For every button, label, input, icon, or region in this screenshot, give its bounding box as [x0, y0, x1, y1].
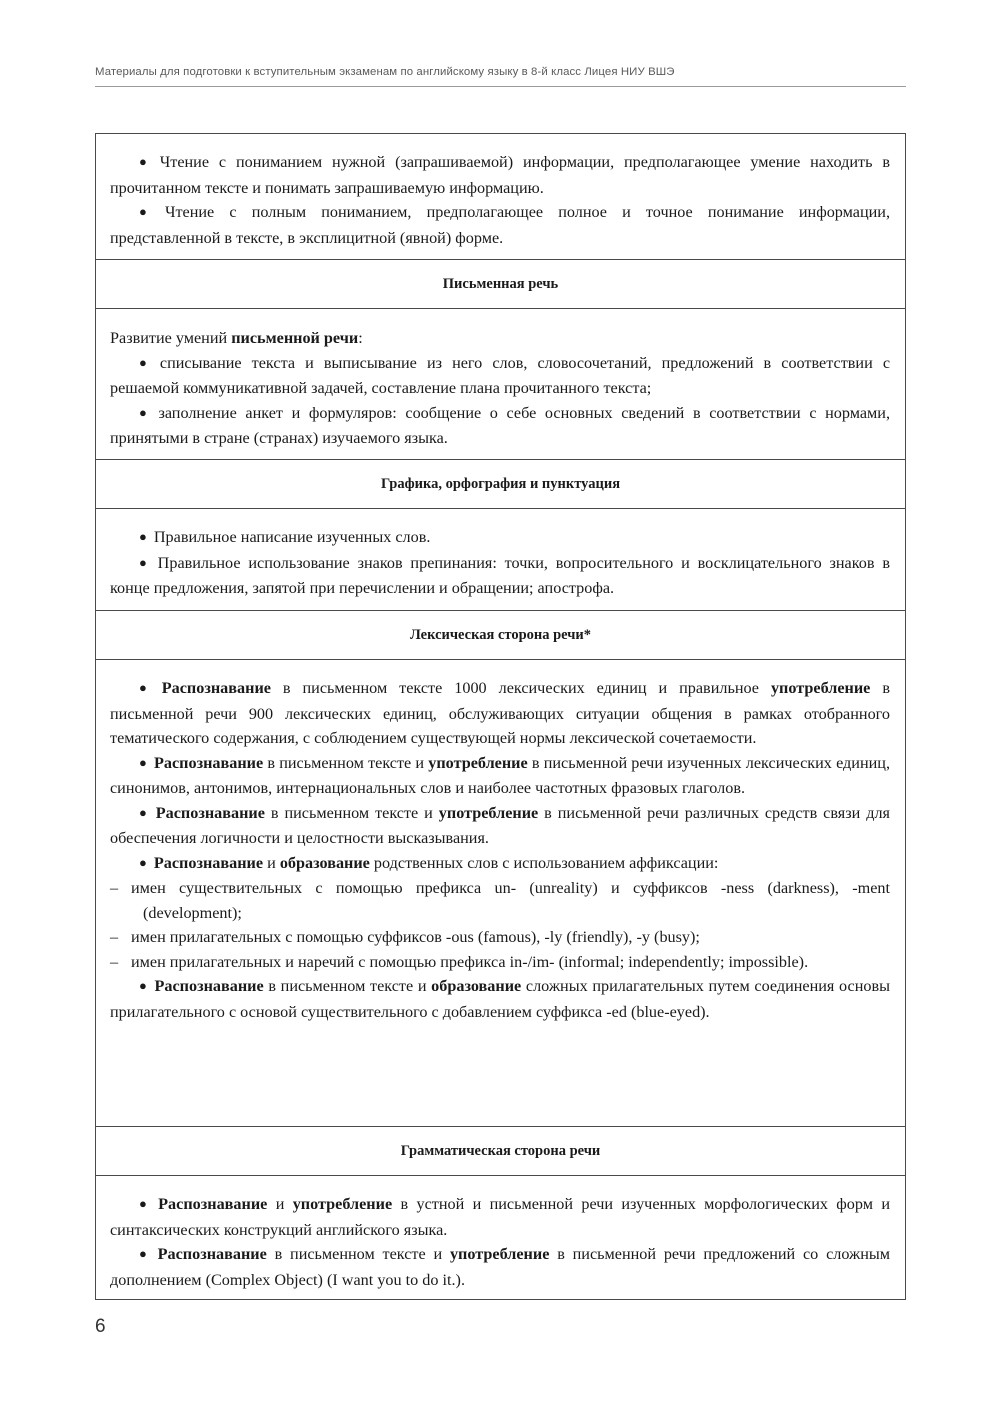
dash-item: – имен существительных с помощью префикса un- (unreality) и суффиксов -ness (darkness), -ment (development);: [110, 876, 890, 925]
bullet-icon: ●: [139, 404, 152, 420]
section-heading-lexical: Лексическая сторона речи*: [96, 610, 905, 660]
running-header: Материалы для подготовки к вступительным экзаменам по английскому языку в 8-й класс Лицея НИУ ВШЭ: [95, 66, 675, 78]
bullet-icon: ●: [139, 978, 148, 993]
list-item: ● Распознавание в письменном тексте и употребление в письменной речи изученных лексических единиц, синонимов, антонимов, интернациональных слов и наиболее частотных фразовых глаголов.: [110, 753, 890, 797]
list-item: ● Чтение с полным пониманием, предполагающее полное и точное понимание информации, представленной в тексте, в эксплицитной (явной) форме.: [110, 203, 891, 247]
section-grammar: [96, 1176, 905, 1299]
list-item: ● Распознавание в письменном тексте и употребление в письменной речи предложений со сложным дополнением (Complex Object) (I want you to do it.).: [110, 1245, 890, 1289]
list-item: ● Распознавание и употребление в устной и письменной речи изученных морфологических форм и синтаксических конструкций английского языка.: [110, 1195, 890, 1239]
list-item: ● Чтение с пониманием нужной (запрашиваемой) информации, предполагающее умение находить в прочитанном тексте и понимать запрашиваемую информацию.: [110, 153, 890, 197]
section-intro: Развитие умений письменной речи:: [110, 329, 363, 347]
bullet-icon: ●: [139, 529, 147, 544]
list-item: ● Распознавание и образование родственных слов с использованием аффиксации:: [139, 853, 719, 872]
dash-item: – имен прилагательных с помощью суффиксов -ous (famous), -ly (friendly), -y (busy);: [110, 925, 890, 950]
list-item: ● Распознавание в письменном тексте и образование сложных прилагательных путем соединения основы прилагательного с основой существительного с добавлением суффикса -ed (blue-eyed).: [110, 977, 890, 1021]
list-item: ● Правильное написание изученных слов.: [139, 528, 431, 546]
section-reading: [96, 134, 905, 260]
page-number: 6: [95, 1316, 106, 1337]
section-lexical: [96, 660, 905, 1127]
list-item: ● Распознавание в письменном тексте и употребление в письменной речи различных средств связи для обеспечения логичности и целостности высказывания.: [110, 803, 890, 847]
bullet-icon: ●: [139, 1246, 151, 1261]
bullet-icon: ●: [139, 1196, 152, 1211]
dash-icon: –: [110, 879, 119, 897]
header-rule: [95, 86, 906, 87]
bullet-icon: ●: [139, 204, 158, 219]
bullet-icon: ●: [139, 354, 153, 370]
section-heading-writing: Письменная речь: [96, 259, 905, 309]
curriculum-table: [95, 133, 906, 1300]
bullet-icon: ●: [139, 854, 147, 870]
dash-icon: –: [110, 952, 119, 971]
bullet-icon: ●: [139, 754, 147, 770]
section-graphics: [96, 509, 905, 611]
bullet-icon: ●: [139, 804, 149, 820]
list-item: ● заполнение анкет и формуляров: сообщение о себе основных сведений в соответствии с нормами, принятыми в стране (странах) изучаемого языка.: [110, 403, 890, 447]
dash-item: – имен прилагательных и наречий с помощью префикса in-/im- (informal; independently; impossible).: [110, 950, 890, 975]
bullet-icon: ●: [139, 680, 155, 695]
section-heading-grammar: Грамматическая сторона речи: [96, 1126, 905, 1176]
list-item: ● списывание текста и выписывание из него слов, словосочетаний, предложений в соответствии с решаемой коммуникативной задачей, составление плана прочитанного текста;: [110, 353, 891, 397]
bullet-icon: ●: [139, 554, 151, 570]
section-heading-graphics: Графика, орфография и пунктуация: [96, 459, 905, 509]
bullet-icon: ●: [139, 154, 153, 169]
dash-icon: –: [110, 928, 119, 946]
list-item: ● Распознавание в письменном тексте 1000 лексических единиц и правильное употребление в письменной речи 900 лексических единиц, обслуживающих ситуации общения в рамках отобранного тематического содержания, с соблюдением существующей нормы лексической сочетаемости.: [110, 679, 890, 747]
section-writing: [96, 309, 905, 460]
list-item: ● Правильное использование знаков препинания: точки, вопросительного и восклицательного знаков в конце предложения, запятой при перечислении и обращении; апострофа.: [110, 553, 891, 597]
